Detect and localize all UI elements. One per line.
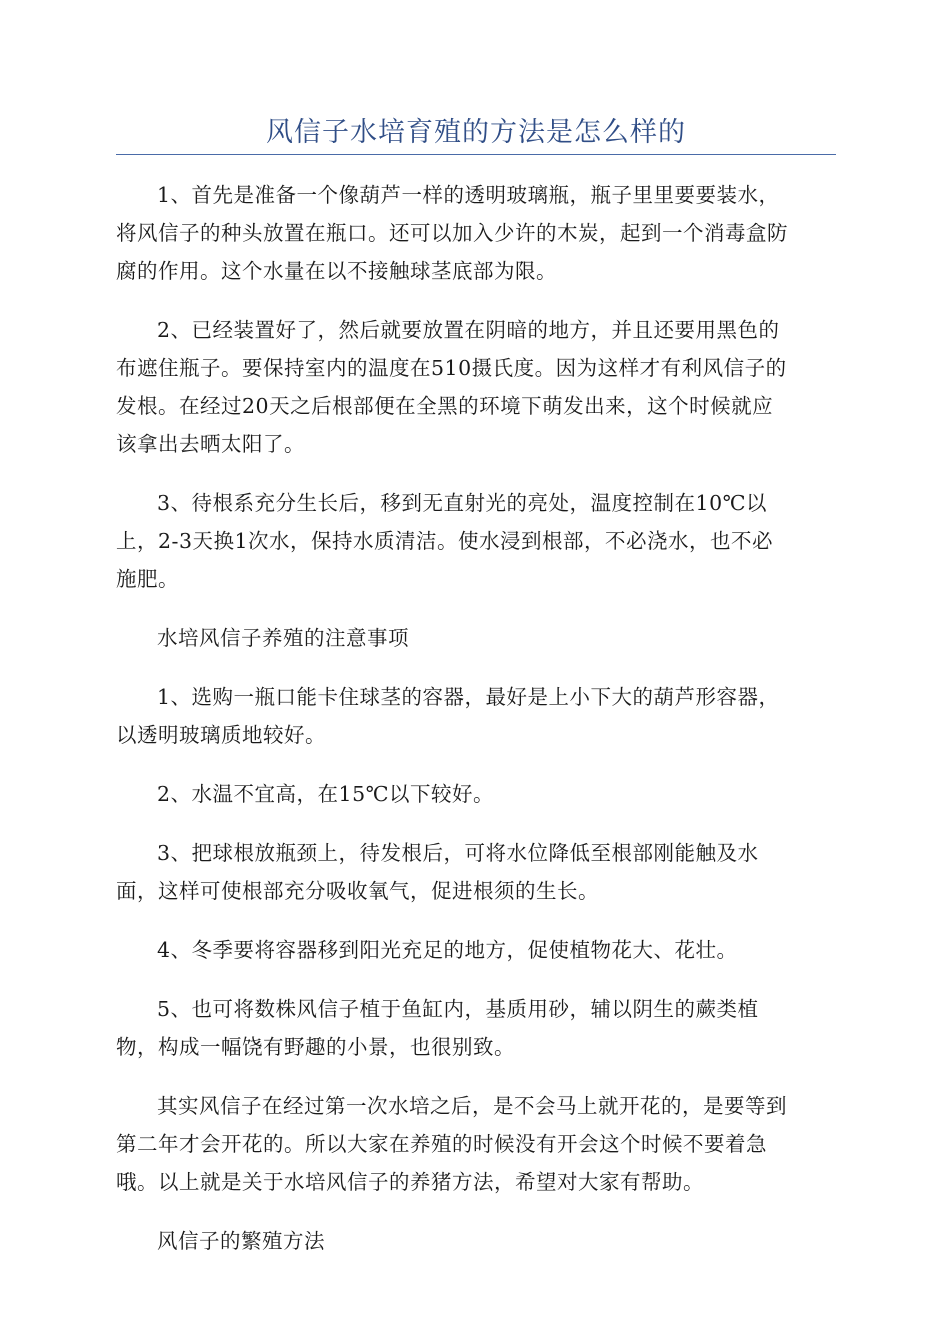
- section-heading-notes: 水培风信子养殖的注意事项: [157, 626, 409, 650]
- page-title: 风信子水培育殖的方法是怎么样的: [266, 117, 686, 148]
- paragraph-step-2: 2、已经装置好了，然后就要放置在阴暗的地方，并且还要用黑色的 布遮住瓶子。要保持室内的温度在510摄氏度。因为这样才有利风信子的 发根。在经过20天之后根部便在全黑的环境下萌发出来，这个时候就应 该拿出去晒太阳了。: [116, 318, 787, 456]
- paragraph-note-3: 3、把球根放瓶颈上，待发根后，可将水位降低至根部刚能触及水 面，这样可使根部充分吸收氧气，促进根须的生长。: [116, 841, 759, 903]
- paragraph-note-2: 2、水温不宜高，在15℃以下较好。: [157, 782, 495, 806]
- title-underline: [116, 154, 836, 155]
- paragraph-step-1: 1、首先是准备一个像葫芦一样的透明玻璃瓶，瓶子里里要要装水， 将风信子的种头放置在瓶口。还可以加入少许的木炭，起到一个消毒盒防 腐的作用。这个水量在以不接触球茎底部为限。: [116, 183, 788, 283]
- document-body: [116, 176, 836, 1281]
- paragraph-summary: 其实风信子在经过第一次水培之后，是不会马上就开花的，是要等到 第二年才会开花的。所以大家在养殖的时候没有开会这个时候不要着急 哦。以上就是关于水培风信子的养猪方法，希望对大家有帮助。: [116, 1094, 787, 1194]
- section-heading-propagation: 风信子的繁殖方法: [157, 1229, 325, 1253]
- paragraph-note-4: 4、冬季要将容器移到阳光充足的地方，促使植物花大、花壮。: [157, 938, 738, 962]
- paragraph-step-3: 3、待根系充分生长后，移到无直射光的亮处，温度控制在10℃以 上，2-3天换1次水，保持水质清洁。使水浸到根部，不必浇水，也不必 施肥。: [116, 491, 774, 591]
- paragraph-note-1: 1、选购一瓶口能卡住球茎的容器，最好是上小下大的葫芦形容器， 以透明玻璃质地较好。: [116, 685, 780, 747]
- paragraph-note-5: 5、也可将数株风信子植于鱼缸内，基质用砂，辅以阴生的蕨类植 物，构成一幅饶有野趣的小景，也很别致。: [116, 997, 759, 1059]
